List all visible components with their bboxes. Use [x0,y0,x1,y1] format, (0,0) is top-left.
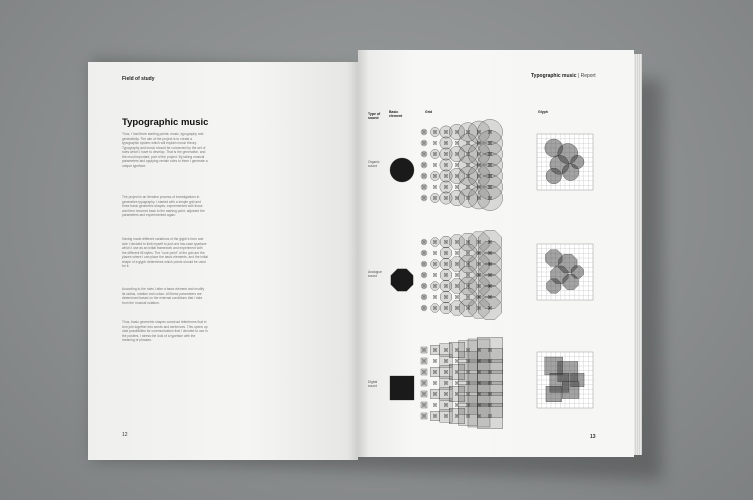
basic-element-circle [390,158,414,182]
grid-figures [421,119,503,428]
col-header-glyph: Glyph [538,110,548,114]
running-head-section: Report [580,73,596,79]
basic-element-square [390,376,414,400]
glyph-figure-circle [537,134,593,190]
paragraph-5: Thus, basic geometric shapes construct letterforms that in turn join together into words and sentences. This opens up vast possibilities for communication that I decided to use in the posters. I stress the look of a typeface with the meaning of phrases. [122,320,208,342]
glyph-figure-square [537,352,593,408]
row-label-organic: Organic sound [368,160,380,168]
basic-element-octagon [391,269,413,291]
left-page-number: 12 [122,432,128,438]
grid-figure-octagon [421,230,501,319]
grid-figure-square [421,337,503,428]
left-running-head: Field of study [122,76,155,82]
basic-elements [390,158,414,400]
glyph-figure-octagon [537,244,593,300]
grid-figure-circle [421,119,503,210]
row-label-digital: Digital sound [368,380,378,388]
paragraph-2: The project is an iterative process of investigations in generative typography. I started with a simple grid and three basic geometric shapes, experimented with those and then recurred back to the starting point, adjusted the parameters and experimented again. [122,195,205,217]
paragraph-1: Thus, I had three starting points: music, typography and generativity. The aim of the project is to create a typographic system which will explain music theory. Typography and music should be connected by the set of rules which I have to develop. That is the generative, and the most important, part of the project. By taking musical parameters and applying certain rules to them I generate a unique typeface. [122,132,208,168]
paragraph-4: According to the rules I alter a basic element and modify its radius, rotation and colour. All these parameters are determined based on the external conditions that I take from the musical notation. [122,287,205,305]
page-title: Typographic music [122,117,209,128]
right-page-number: 13 [590,434,596,440]
right-running-head: Typographic music | Report [531,73,596,79]
running-head-title: Typographic music [531,73,577,79]
col-header-basic-element: Basic element [389,110,403,118]
paragraph-3: Having made different variations of the glyph's form and size I decided to limit myself to just one low-case typeface which I use as an initial framework and experiment with the different fill styles. The "core point" of the grid are the places where I can place the basic elements, and the initial shape of a glyph determines which points should be used for it. [122,237,208,268]
col-header-grid: Grid [425,110,433,114]
col-header-type-of-sound: Type of sound [368,112,381,120]
glyph-figures [537,134,593,408]
row-label-analogue: Analogue sound [368,270,382,278]
